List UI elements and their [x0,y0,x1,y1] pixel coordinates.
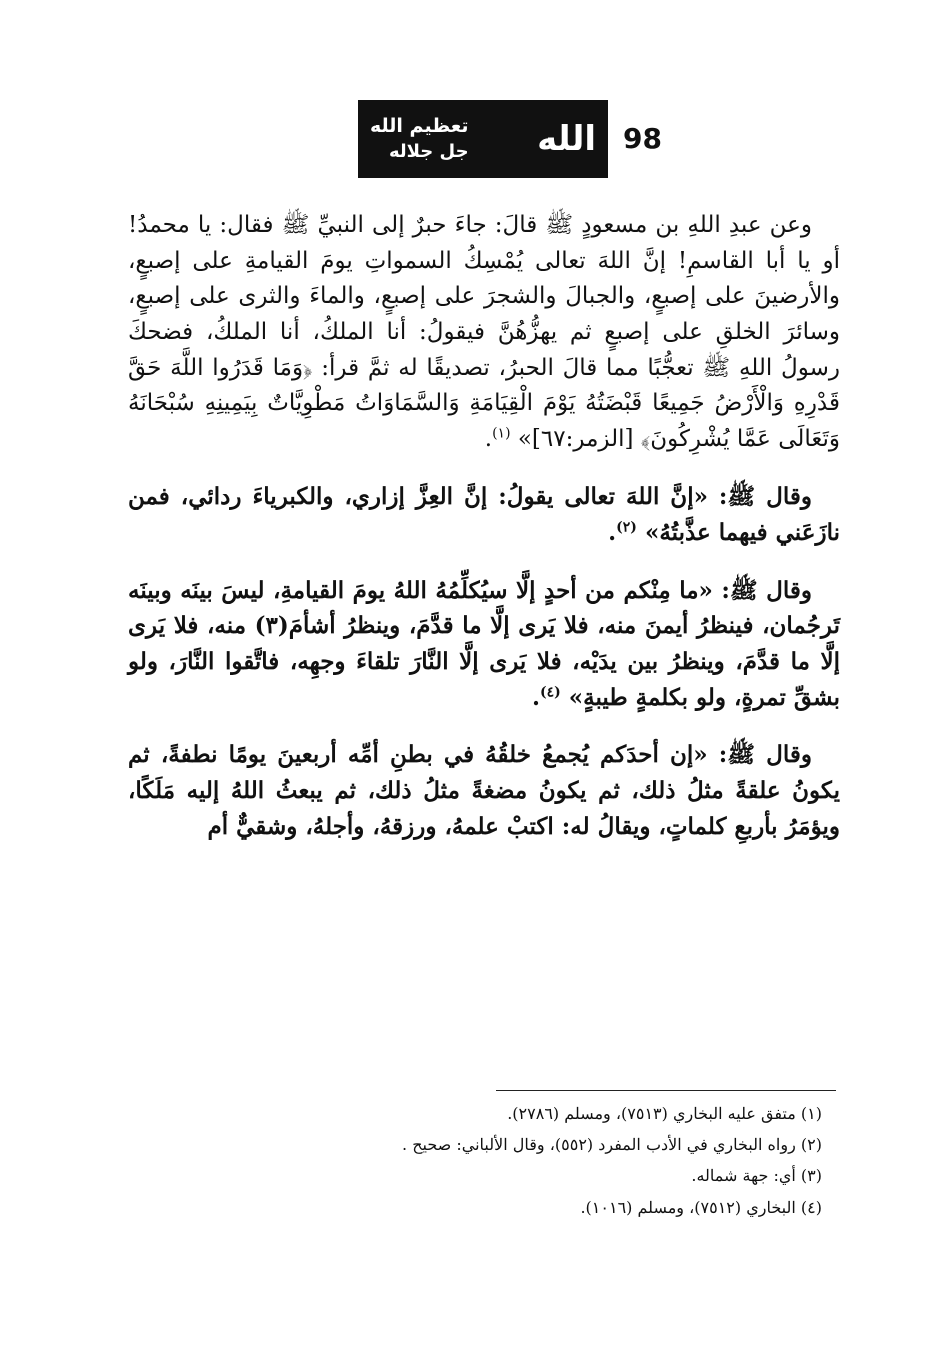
calligraphy-logo: الله [537,119,596,159]
footnotes [300,1098,822,1223]
footnote-2: (٢) رواه البخاري في الأدب المفرد (٥٥٢)، وقال الألباني: صحيح . [402,1135,822,1155]
main-text [128,208,840,866]
footnote-3: (٣) أي: جهة شماله. [691,1166,822,1186]
header-titles [370,114,469,164]
footnote-divider [496,1090,836,1091]
header-title: تعظيم الله [370,115,469,138]
footnote-ref: (٢) [616,519,637,536]
paragraph-text: وقال ﷺ: «إنَّ اللهَ تعالى يقولُ: إنَّ العِزَّ إزاري، والكبرياءَ ردائي، فمن نازَعَني فيهما عذَّبتُهُ» [128,483,840,547]
footnote-ref: (١) [492,425,511,442]
page-header [358,100,688,178]
paragraph-3: وقال ﷺ: «ما مِنْكم من أحدٍ إلَّا سيُكلِّمُهُ اللهُ يومَ القيامةِ، ليسَ بينَه وبينَه تَرجُمان، فينظرُ أيمنَ منه، فلا يَرى إلَّا ما قدَّمَ، وينظرُ أشأمَ(٣) منه، فلا يَرى إلَّا ما قدَّمَ، وينظرُ بين يدَيْه، فلا يَرى إلَّا النَّارَ تلقاءَ وجهِه، فاتَّقوا النَّارَ، ولو بشقِّ تمرةٍ، ولو بكلمةٍ طيبةٍ» $^{(٤)}$. [128,576,840,711]
paragraph-4 [128,737,840,844]
footnote-1: (١) متفق عليه البخاري (٧٥١٣)، ومسلم (٢٧٨٦). [507,1104,822,1123]
header-banner [358,100,608,178]
paragraph-1: وعن عبدِ اللهِ بن مسعودٍ ﷺ قالَ: جاءَ حبرٌ إلى النبيِّ ﷺ فقال: يا محمدُ! أو يا أبا القاسمِ! إنَّ اللهَ تعالى يُمْسِكُ السمواتِ يومَ القيامةِ على إصبعٍ، والأرضينَ على إصبعٍ، والجبالَ والشجرَ على إصبعٍ، والماءَ والثرى على إصبعٍ، وسائرَ الخلقِ على إصبعٍ ثم يهزُّهُنَّ فيقولُ: أنا الملكُ، أنا الملكُ، فضحكَ رسولُ اللهِ ﷺ تعجُّبًا مما قالَ الحبرُ، تصديقًا له ثمَّ قرأ: ﴿وَمَا قَدَرُوا اللَّهَ حَقَّ قَدْرِهِ وَالْأَرْضُ جَمِيعًا قَبْضَتُهُ يَوْمَ الْقِيَامَةِ وَالسَّمَاوَاتُ مَطْوِيَّاتٌ بِيَمِينِهِ سُبْحَانَهُ وَتَعَالَى عَمَّا يُشْرِكُونَ﴾ [الزمر:٦٧]» $^{(١)}$. [128,212,840,452]
header-subtitle: جل جلاله [388,140,469,162]
paragraph-text: وعن عبدِ اللهِ بن مسعودٍ ﷺ قالَ: جاءَ حبرٌ إلى النبيِّ ﷺ فقال: يا محمدُ! أو يا أبا القاسمِ! إنَّ اللهَ تعالى يُمْسِكُ السمواتِ يومَ القيامةِ على إصبعٍ، والأرضينَ على إصبعٍ، والجبالَ والشجرَ على إصبعٍ، والماءَ والثرى على إصبعٍ، وسائرَ الخلقِ على إصبعٍ ثم يهزُّهُنَّ فيقولُ: أنا الملكُ، أنا الملكُ، فضحكَ رسولُ اللهِ ﷺ تعجُّبًا مما قالَ الحبرُ، تصديقًا له ثمَّ قرأ: ﴿وَمَا قَدَرُوا اللَّهَ حَقَّ قَدْرِهِ وَالْأَرْضُ جَمِيعًا قَبْضَتُهُ يَوْمَ الْقِيَامَةِ وَالسَّمَاوَاتُ مَطْوِيَّاتٌ بِيَمِينِهِ سُبْحَانَهُ وَتَعَالَى عَمَّا يُشْرِكُونَ﴾ [الزمر:٦٧]» [128,212,840,452]
paragraph-text: وقال ﷺ: «إن أحدَكم يُجمعُ خلقُهُ في بطنِ أمِّه أربعينَ يومًا نطفةً، ثم يكونُ علقةً مثلُ ذلك، ثم يكونُ مضغةً مثلُ ذلك، ثم يبعثُ اللهُ إليه مَلَكًا، ويؤمَرُ بأربعِ كلماتٍ، ويقالُ له: اكتبْ علمهُ، ورزقهُ، وأجلهُ، وشقيٌّ أم [128,741,840,840]
paragraph-text: وقال ﷺ: «ما مِنْكم من أحدٍ إلَّا سيُكلِّمُهُ اللهُ يومَ القيامةِ، ليسَ بينَه وبينَه تَرجُمان، فينظرُ أيمنَ منه، فلا يَرى إلَّا ما قدَّمَ، وينظرُ أشأمَ(٣) منه، فلا يَرى إلَّا ما قدَّمَ، وينظرُ بين يدَيْه، فلا يَرى إلَّا النَّارَ تلقاءَ وجهِه، فاتَّقوا النَّارَ، ولو بشقِّ تمرةٍ، ولو بكلمةٍ طيبةٍ» [128,576,840,711]
paragraph-2: وقال ﷺ: «إنَّ اللهَ تعالى يقولُ: إنَّ العِزَّ إزاري، والكبرياءَ ردائي، فمن نازَعَني فيهما عذَّبتُهُ» $^{(٢)}$. [128,483,840,547]
page-number: 98 [623,122,662,155]
footnote-4: (٤) البخاري (٧٥١٢)، ومسلم (١٠١٦). [580,1197,822,1217]
footnote-ref: (٤) [539,684,561,701]
